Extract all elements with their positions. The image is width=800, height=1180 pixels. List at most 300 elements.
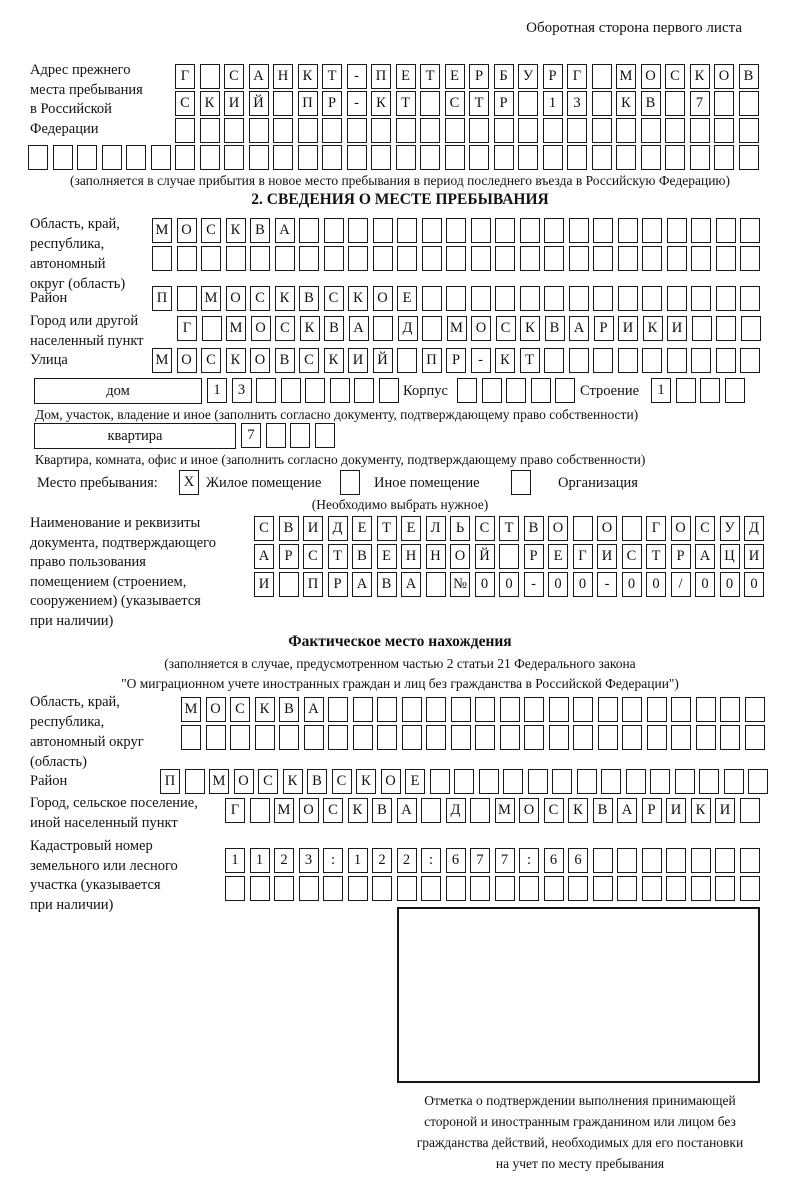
char-box: В: [377, 572, 397, 597]
char-box: О: [206, 697, 226, 722]
char-box: Е: [397, 286, 417, 311]
actual-city-label: [30, 794, 198, 833]
char-box: М: [226, 316, 246, 341]
char-box: [397, 876, 417, 901]
char-box: [642, 246, 662, 271]
char-box: [445, 145, 465, 170]
stay-type-note: (Необходимо выбрать нужное): [311, 497, 489, 512]
char-box: Е: [401, 516, 421, 541]
char-box: Д: [328, 516, 348, 541]
house-field-label: дом: [34, 378, 202, 404]
char-box: [200, 145, 220, 170]
char-box: [520, 286, 540, 311]
char-box: [353, 697, 373, 722]
district-row: [152, 286, 760, 311]
char-box: [617, 876, 637, 901]
char-box: [324, 246, 344, 271]
char-box: Р: [279, 544, 299, 569]
char-box: 6: [446, 848, 466, 873]
char-box: М: [181, 697, 201, 722]
char-box: [500, 697, 520, 722]
char-box: [422, 246, 442, 271]
char-box: 0: [695, 572, 715, 597]
char-box: [724, 769, 744, 794]
char-box: К: [255, 697, 275, 722]
char-box: [201, 246, 221, 271]
char-box: Т: [420, 64, 440, 89]
char-box: [353, 725, 373, 750]
char-box: [699, 769, 719, 794]
char-box: И: [618, 316, 638, 341]
char-box: [175, 145, 195, 170]
char-box: [716, 218, 736, 243]
char-box: [720, 725, 740, 750]
char-box: И: [597, 544, 617, 569]
char-box: [506, 378, 526, 403]
char-box: [298, 145, 318, 170]
char-box: В: [279, 697, 299, 722]
char-box: [226, 246, 246, 271]
char-box: [518, 118, 538, 143]
label-line: при наличии): [30, 612, 114, 629]
char-box: [740, 798, 760, 823]
label-line: Область, край,: [30, 694, 120, 710]
char-box: С: [303, 544, 323, 569]
char-box: С: [254, 516, 274, 541]
char-box: О: [251, 316, 271, 341]
char-box: Р: [494, 91, 514, 116]
char-box: [373, 316, 393, 341]
char-box: [531, 378, 551, 403]
char-box: Т: [328, 544, 348, 569]
char-box: [714, 118, 734, 143]
char-box: [641, 145, 661, 170]
char-box: П: [371, 64, 391, 89]
char-box: И: [744, 544, 764, 569]
char-box: [348, 876, 368, 901]
label-line: Город или другой: [30, 313, 139, 329]
char-box: [250, 798, 270, 823]
char-box: К: [371, 91, 391, 116]
char-box: [323, 876, 343, 901]
char-box: [53, 145, 73, 170]
char-box: О: [671, 516, 691, 541]
char-box: [676, 378, 696, 403]
char-box: К: [616, 91, 636, 116]
char-box: [28, 145, 48, 170]
char-box: [328, 725, 348, 750]
char-box: Р: [469, 64, 489, 89]
char-box: [577, 769, 597, 794]
char-box: Й: [475, 544, 495, 569]
actual-region-row-2: [181, 725, 765, 750]
char-box: А: [254, 544, 274, 569]
char-box: 2: [372, 848, 392, 873]
char-box: А: [397, 798, 417, 823]
char-box: К: [283, 769, 303, 794]
char-box: К: [691, 798, 711, 823]
char-box: К: [298, 64, 318, 89]
char-box: [322, 145, 342, 170]
actual-city-row: [225, 798, 760, 823]
char-box: [185, 769, 205, 794]
char-box: В: [739, 64, 759, 89]
char-box: Т: [377, 516, 397, 541]
char-box: П: [298, 91, 318, 116]
char-box: [740, 876, 760, 901]
char-box: [249, 145, 269, 170]
char-box: [569, 246, 589, 271]
char-box: [691, 246, 711, 271]
char-box: [696, 697, 716, 722]
actual-location-caption-1: (заполняется в случае, предусмотренном частью 2 статьи 21 Федерального закона: [164, 656, 636, 671]
char-box: [618, 348, 638, 373]
char-box: 0: [475, 572, 495, 597]
char-box: [690, 145, 710, 170]
char-box: Л: [426, 516, 446, 541]
char-box: [549, 697, 569, 722]
char-box: [495, 218, 515, 243]
char-box: 7: [241, 423, 261, 448]
char-box: [273, 118, 293, 143]
char-box: [299, 876, 319, 901]
char-box: Р: [328, 572, 348, 597]
char-box: [304, 725, 324, 750]
char-box: [740, 218, 760, 243]
char-box: [671, 725, 691, 750]
char-box: [593, 246, 613, 271]
cadastral-label: [30, 837, 178, 915]
char-box: О: [381, 769, 401, 794]
char-box: С: [230, 697, 250, 722]
char-box: [273, 145, 293, 170]
char-box: 0: [646, 572, 666, 597]
korpus-label: Корпус: [403, 383, 448, 399]
char-box: [716, 286, 736, 311]
stamp-caption: [385, 1090, 775, 1174]
char-box: Г: [177, 316, 197, 341]
label-line: участка (указывается: [30, 877, 161, 893]
char-box: С: [201, 218, 221, 243]
char-box: С: [475, 516, 495, 541]
label-line: Отметка о подтверждении выполнения принимающей: [424, 1093, 736, 1108]
char-box: -: [471, 348, 491, 373]
char-box: Е: [377, 544, 397, 569]
char-box: [126, 145, 146, 170]
char-box: [348, 246, 368, 271]
char-box: [544, 286, 564, 311]
char-box: Д: [744, 516, 764, 541]
stroenie-label: Строение: [580, 383, 640, 399]
char-box: П: [303, 572, 323, 597]
char-box: Н: [401, 544, 421, 569]
char-box: К: [348, 286, 368, 311]
char-box: [420, 91, 440, 116]
char-box: [457, 378, 477, 403]
char-box: -: [597, 572, 617, 597]
char-box: [544, 876, 564, 901]
char-box: [720, 697, 740, 722]
char-box: [642, 286, 662, 311]
char-box: [725, 378, 745, 403]
stay-type-option-organization: Организация: [558, 475, 638, 491]
char-box: [347, 145, 367, 170]
char-box: 0: [499, 572, 519, 597]
char-box: [255, 725, 275, 750]
char-box: [177, 246, 197, 271]
char-box: Д: [398, 316, 418, 341]
document-row-1: [254, 516, 764, 541]
char-box: [396, 118, 416, 143]
char-box: Й: [373, 348, 393, 373]
char-box: [224, 145, 244, 170]
char-box: Т: [646, 544, 666, 569]
char-box: [543, 118, 563, 143]
label-line: (область): [30, 754, 87, 770]
char-box: [479, 769, 499, 794]
label-line: населенный пункт: [30, 333, 144, 349]
char-box: [618, 218, 638, 243]
stay-type-checkbox-other: [340, 470, 360, 495]
char-box: 3: [299, 848, 319, 873]
char-box: [691, 286, 711, 311]
char-box: [552, 769, 572, 794]
char-box: 1: [207, 378, 227, 403]
char-box: И: [715, 798, 735, 823]
char-box: 2: [397, 848, 417, 873]
char-box: 1: [225, 848, 245, 873]
char-box: [691, 348, 711, 373]
char-box: [692, 316, 712, 341]
char-box: [745, 725, 765, 750]
char-box: М: [616, 64, 636, 89]
char-box: [324, 218, 344, 243]
char-box: [520, 218, 540, 243]
char-box: [567, 145, 587, 170]
char-box: [650, 769, 670, 794]
char-box: С: [258, 769, 278, 794]
char-box: [622, 516, 642, 541]
char-box: [642, 348, 662, 373]
char-box: [426, 725, 446, 750]
char-box: 1: [348, 848, 368, 873]
char-box: 1: [543, 91, 563, 116]
char-box: [495, 246, 515, 271]
char-box: С: [332, 769, 352, 794]
char-box: [740, 286, 760, 311]
char-box: [647, 697, 667, 722]
char-box: [470, 876, 490, 901]
char-box: [616, 118, 636, 143]
char-box: [422, 286, 442, 311]
street-label: Улица: [30, 352, 68, 368]
char-box: 3: [567, 91, 587, 116]
char-box: В: [352, 544, 372, 569]
char-box: [420, 145, 440, 170]
char-box: Р: [543, 64, 563, 89]
char-box: [667, 348, 687, 373]
section2-title: 2. СВЕДЕНИЯ О МЕСТЕ ПРЕБЫВАНИЯ: [251, 191, 549, 208]
char-box: [275, 246, 295, 271]
label-line: автономный: [30, 256, 106, 272]
actual-location-title: Фактическое место нахождения: [288, 633, 512, 650]
char-box: А: [617, 798, 637, 823]
char-box: [305, 378, 325, 403]
char-box: :: [519, 848, 539, 873]
char-box: [665, 118, 685, 143]
char-box: [299, 218, 319, 243]
char-box: [377, 697, 397, 722]
char-box: Н: [426, 544, 446, 569]
char-box: С: [496, 316, 516, 341]
label-line: Город, сельское поселение,: [30, 795, 198, 811]
label-line: документа, подтверждающего: [30, 534, 216, 551]
char-box: [446, 286, 466, 311]
char-box: В: [641, 91, 661, 116]
char-box: [446, 246, 466, 271]
char-box: У: [518, 64, 538, 89]
char-box: [451, 697, 471, 722]
label-line: на учет по месту пребывания: [495, 1156, 665, 1171]
char-box: [593, 286, 613, 311]
char-box: С: [665, 64, 685, 89]
char-box: [622, 725, 642, 750]
apartment-caption: Квартира, комната, офис и иное (заполнить согласно документу, подтверждающему право собственности): [35, 452, 646, 467]
char-box: [691, 218, 711, 243]
prev-address-row-2: [175, 91, 759, 116]
char-box: [347, 118, 367, 143]
char-box: [377, 725, 397, 750]
char-box: О: [234, 769, 254, 794]
char-box: [667, 286, 687, 311]
char-box: Р: [671, 544, 691, 569]
house-number-boxes: [207, 378, 399, 403]
char-box: [454, 769, 474, 794]
char-box: [691, 876, 711, 901]
prev-address-label: [30, 61, 143, 139]
cadastral-row-1: [225, 848, 760, 873]
char-box: Г: [646, 516, 666, 541]
char-box: Г: [567, 64, 587, 89]
char-box: [573, 697, 593, 722]
char-box: О: [597, 516, 617, 541]
char-box: К: [643, 316, 663, 341]
char-box: [315, 423, 335, 448]
char-box: [482, 378, 502, 403]
char-box: С: [224, 64, 244, 89]
char-box: [475, 697, 495, 722]
char-box: Д: [446, 798, 466, 823]
char-box: [500, 725, 520, 750]
char-box: [371, 145, 391, 170]
document-row-3: [254, 572, 764, 597]
char-box: Б: [494, 64, 514, 89]
char-box: [616, 145, 636, 170]
char-box: [696, 725, 716, 750]
char-box: [573, 516, 593, 541]
char-box: [569, 218, 589, 243]
char-box: -: [347, 64, 367, 89]
char-box: О: [450, 544, 470, 569]
char-box: А: [275, 218, 295, 243]
char-box: [230, 725, 250, 750]
label-line: при наличии): [30, 896, 114, 913]
char-box: [469, 118, 489, 143]
char-box: [573, 725, 593, 750]
char-box: [397, 246, 417, 271]
char-box: С: [544, 798, 564, 823]
char-box: 0: [548, 572, 568, 597]
char-box: :: [421, 848, 441, 873]
char-box: 0: [744, 572, 764, 597]
char-box: С: [175, 91, 195, 116]
char-box: 6: [568, 848, 588, 873]
label-line: места пребывания: [30, 81, 143, 98]
char-box: [225, 876, 245, 901]
char-box: Т: [322, 64, 342, 89]
char-box: С: [323, 798, 343, 823]
char-box: [379, 378, 399, 403]
label-line: республика,: [30, 236, 105, 252]
char-box: [495, 876, 515, 901]
document-row-2: [254, 544, 764, 569]
char-box: Е: [445, 64, 465, 89]
char-box: [666, 848, 686, 873]
char-box: [200, 64, 220, 89]
char-box: С: [622, 544, 642, 569]
char-box: [665, 145, 685, 170]
house-caption: Дом, участок, владение и иное (заполнить согласно документу, подтверждающему право собственности): [35, 407, 639, 422]
char-box: [740, 246, 760, 271]
char-box: О: [177, 348, 197, 373]
char-box: [420, 118, 440, 143]
char-box: [567, 118, 587, 143]
char-box: М: [274, 798, 294, 823]
char-box: В: [275, 348, 295, 373]
char-box: [593, 218, 613, 243]
char-box: [524, 725, 544, 750]
char-box: №: [450, 572, 470, 597]
char-box: О: [226, 286, 246, 311]
region-row-1: [152, 218, 760, 243]
label-line: земельного или лесного: [30, 857, 178, 874]
char-box: [206, 725, 226, 750]
char-box: В: [279, 516, 299, 541]
char-box: К: [300, 316, 320, 341]
char-box: А: [349, 316, 369, 341]
char-box: [290, 423, 310, 448]
char-box: [445, 118, 465, 143]
char-box: [667, 218, 687, 243]
char-box: [102, 145, 122, 170]
cadastral-row-2: [225, 876, 760, 901]
char-box: [322, 118, 342, 143]
char-box: [642, 218, 662, 243]
char-box: /: [671, 572, 691, 597]
char-box: [470, 798, 490, 823]
char-box: М: [201, 286, 221, 311]
char-box: В: [545, 316, 565, 341]
stay-type-label: Место пребывания:: [37, 475, 158, 491]
char-box: [266, 423, 286, 448]
char-box: В: [307, 769, 327, 794]
char-box: Ц: [720, 544, 740, 569]
char-box: [715, 848, 735, 873]
char-box: В: [299, 286, 319, 311]
char-box: 0: [622, 572, 642, 597]
char-box: [494, 145, 514, 170]
char-box: [397, 218, 417, 243]
